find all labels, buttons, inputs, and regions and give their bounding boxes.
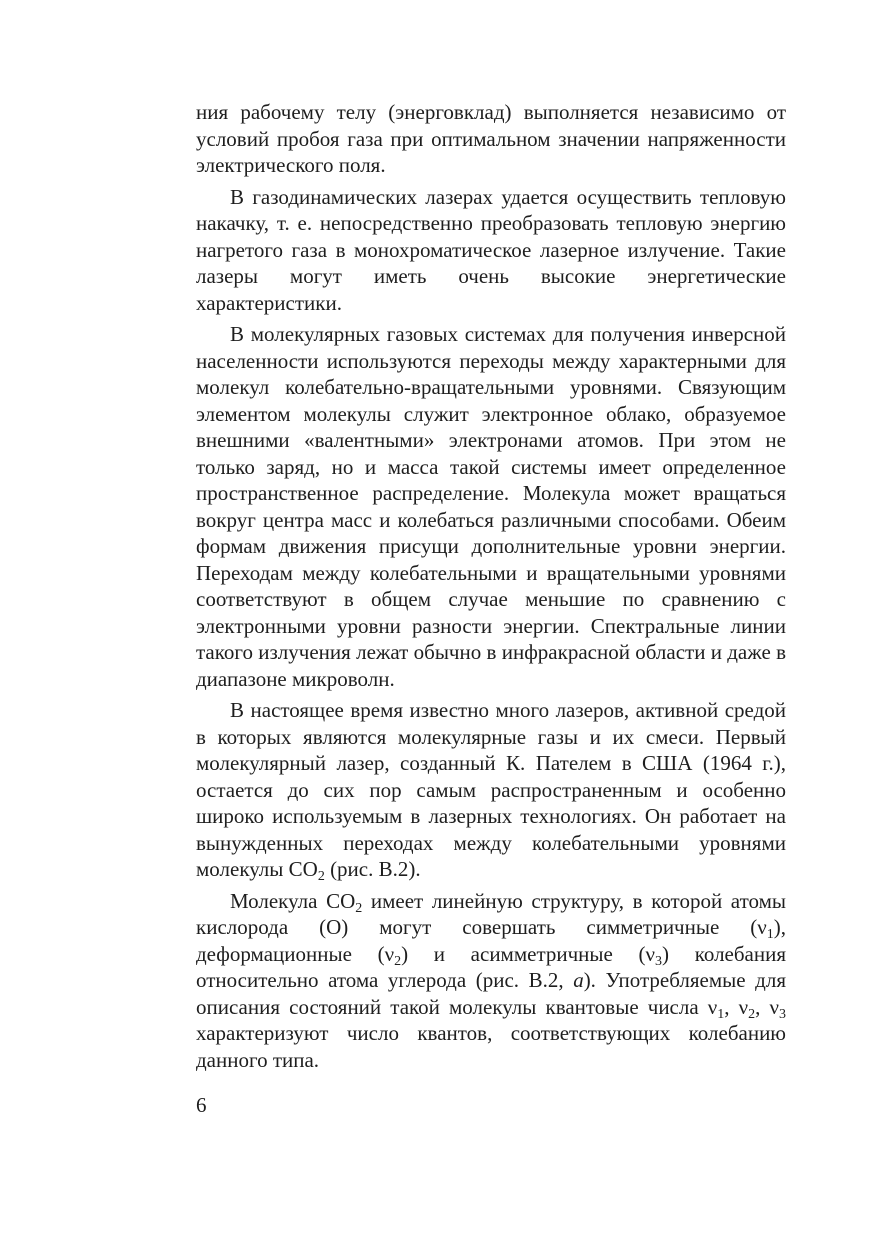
paragraph-4 (196, 697, 786, 883)
p5-sub-8: 3 (779, 1006, 786, 1022)
paragraph-4-text: В настоящее время известно много лазеров, активной средой в которых являются молекулярные газы и их смеси. Первый молекулярный лазер, созданный К. Пателем в США (1964 г.), остается до сих пор самым распространенным и особенно широко используемым в лазерных технологиях. Он работает на вынужденных переходах между колебательными уровнями молекулы CO (196, 698, 786, 881)
paragraph-1: ния рабочему телу (энерговклад) выполняется независимо от условий пробоя газа при оптимальном значении напряженности электрического поля. (196, 100, 786, 177)
co2-subscript: 2 (317, 869, 325, 884)
p5-seg-4: ) и асимметричные (ν (401, 941, 656, 966)
p5-sub-1: 2 (355, 900, 363, 916)
p5-seg-1: Молекула CO (230, 888, 356, 913)
p5-seg-6: ). Употребляемые для описания состояний такой молекулы квантовые числа ν (196, 968, 786, 1019)
p5-sub-7: 2 (748, 1006, 756, 1022)
p5-sub-3: 2 (394, 953, 402, 969)
p5-seg-3: ), деформационные (ν (196, 915, 786, 966)
paragraph-3: В молекулярных газовых системах для получения инверсной населенности используются переходы между характерными для молекул колебательно-вращательными уровнями. Связующим элементом молекулы служит электронное облако, образуемое внешними «валентными» электронами атомов. При этом не только заряд, но и масса такой системы имеет определенное пространственное распределение. Молекула может вращаться вокруг центра масс и колебаться различными способами. Обеим формам движения присущи дополнительные уровни энергии. Переходам между колебательными и вращательными уровнями соответствуют в общем случае меньшие по сравнению с электронными уровни разности энергии. Спектральные линии такого излучения лежат обычно в инфракрасной области и даже в диапазоне микроволн. (196, 322, 786, 691)
p5-seg-5: ) колебания относительно атома углерода (рис. В.2, (196, 941, 787, 992)
p5-seg-8: , ν (755, 994, 779, 1019)
p5-sub-6: 1 (717, 1006, 725, 1022)
p5-seg-2: имеет линейную структуру, в которой атомы кислорода (O) могут совершать симметричные (ν (196, 888, 786, 939)
p5-italic-a: а (573, 968, 584, 992)
paragraph-2: В газодинамических лазерах удается осуществить тепловую накачку, т. е. непосредственно преобразовать тепловую энергию нагретого газа в монохроматическое лазерное излучение. Такие лазеры могут иметь очень высокие энергетические характеристики. (196, 184, 786, 315)
page-number: 6 (196, 1093, 207, 1117)
p5-seg-9: характеризуют число квантов, соответствующих колебанию данного типа. (196, 1021, 786, 1072)
paragraph-4-text-end: (рис. В.2). (324, 857, 421, 881)
paragraph-5 (196, 888, 786, 1074)
p5-sub-2: 1 (766, 927, 774, 942)
p5-seg-7: , ν (724, 994, 749, 1019)
p5-sub-4: 3 (655, 953, 663, 969)
page-body (196, 99, 786, 1078)
